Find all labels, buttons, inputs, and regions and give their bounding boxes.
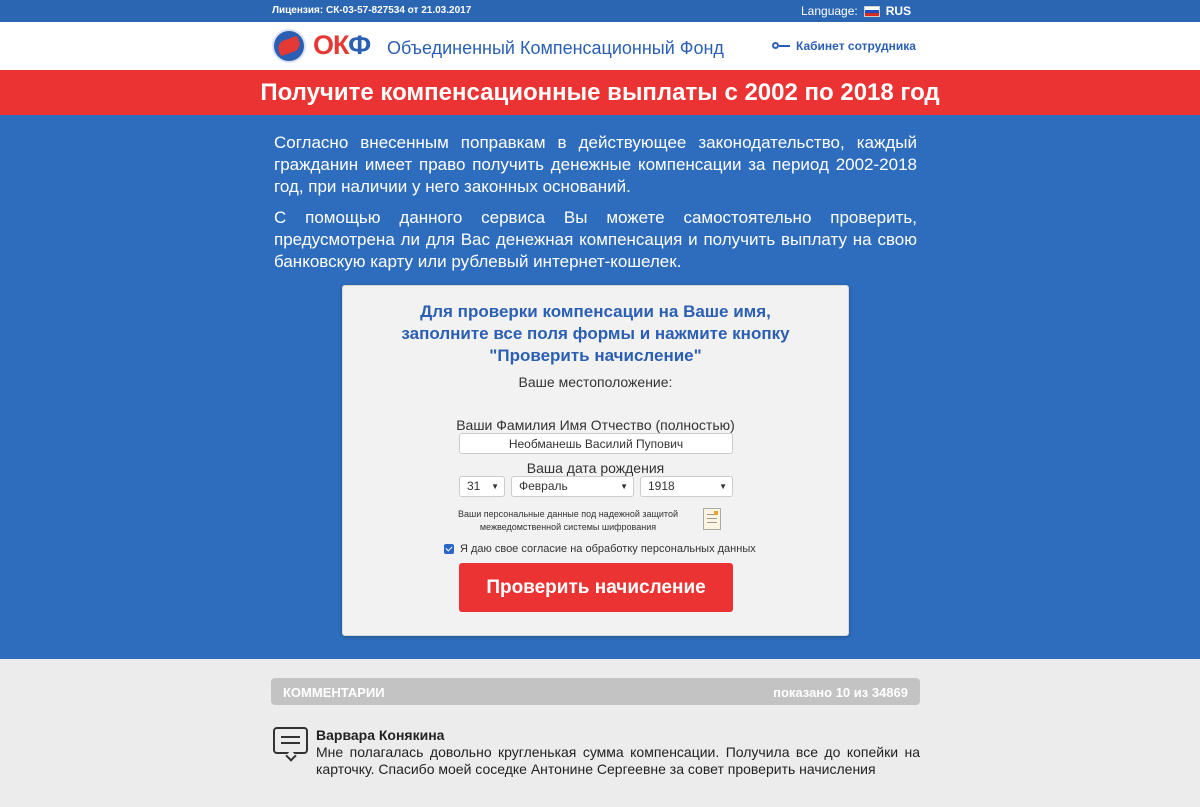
- brand-red-text: ОК: [313, 30, 349, 60]
- dob-year-value: 1918: [648, 479, 675, 493]
- consent-checkbox[interactable]: [444, 544, 454, 554]
- employee-cabinet-label: Кабинет сотрудника: [796, 39, 916, 53]
- comment-author: Варвара Конякина: [316, 727, 445, 743]
- dob-month-value: Февраль: [519, 479, 568, 493]
- dob-day-value: 31: [467, 479, 481, 493]
- form-title-line-2: заполните все поля формы и нажмите кнопку: [401, 324, 790, 343]
- language-code: RUS: [885, 4, 912, 18]
- intro-paragraph-1: Согласно внесенным поправкам в действующее законодательство, каждый гражданин имеет право получить денежные компенсации за период 2002-2018 год, при наличии у него законных оснований.: [274, 133, 917, 196]
- security-note: [443, 508, 693, 534]
- fio-label: Ваши Фамилия Имя Отчество (полностью): [456, 417, 735, 433]
- brand-blue-text: Ф: [348, 30, 371, 60]
- dob-label: Ваша дата рождения: [526, 460, 665, 476]
- language-selector[interactable]: [801, 4, 911, 18]
- russia-flag-icon: [864, 6, 880, 17]
- form-title-line-1: Для проверки компенсации на Ваше имя,: [420, 302, 771, 321]
- comments-title: КОММЕНТАРИИ: [283, 685, 385, 700]
- brand-logo[interactable]: [313, 30, 370, 61]
- caret-down-icon: ▼: [491, 482, 499, 491]
- check-form: [342, 285, 849, 636]
- security-note-line-1: Ваши персональные данные под надежной защитой: [458, 509, 678, 519]
- promo-banner: Получите компенсационные выплаты с 2002 по 2018 год: [0, 70, 1200, 115]
- key-icon: [772, 41, 790, 51]
- comments-section: [0, 659, 1200, 807]
- dob-day-select[interactable]: [459, 476, 505, 497]
- caret-down-icon: ▼: [719, 482, 727, 491]
- site-header: [0, 22, 1200, 70]
- form-title: [343, 301, 848, 367]
- consent-checkbox-row[interactable]: [444, 543, 756, 555]
- top-bar: [0, 0, 1200, 22]
- brand-name: Объединенный Компенсационный Фонд: [387, 38, 724, 58]
- consent-label: Я даю свое согласие на обработку персональных данных: [460, 543, 756, 555]
- fio-input[interactable]: [459, 433, 733, 454]
- language-label: Language:: [801, 4, 858, 18]
- check-accrual-button[interactable]: Проверить начисление: [459, 563, 733, 612]
- employee-cabinet-link[interactable]: [772, 39, 916, 53]
- license-text: Лицензия: СК-03-57-827534 от 21.03.2017: [272, 5, 472, 16]
- comments-header: [271, 678, 920, 705]
- handshake-logo-icon[interactable]: [272, 29, 306, 63]
- document-icon: [703, 508, 721, 530]
- security-note-line-2: межведомственной системы шифрования: [479, 522, 657, 532]
- intro-paragraph-2: С помощью данного сервиса Вы можете самостоятельно проверить, предусмотрена ли для Вас денежная компенсация и получить выплату на свою банковскую карту или рублевый интернет-кошелек.: [274, 208, 917, 271]
- location-label: Ваше местоположение:: [518, 374, 673, 390]
- form-title-line-3: "Проверить начисление": [489, 346, 702, 365]
- comment-text: Мне полагалась довольно кругленькая сумма компенсации. Получила все до копейки на карточку. Спасибо моей соседке Антонине Сергеевне за совет проверить начисления: [316, 744, 920, 777]
- comments-count: показано 10 из 34869: [773, 685, 908, 700]
- dob-year-select[interactable]: [640, 476, 733, 497]
- hero-section: [0, 115, 1200, 659]
- comment-icon: [273, 727, 308, 761]
- dob-month-select[interactable]: [511, 476, 634, 497]
- caret-down-icon: ▼: [620, 482, 628, 491]
